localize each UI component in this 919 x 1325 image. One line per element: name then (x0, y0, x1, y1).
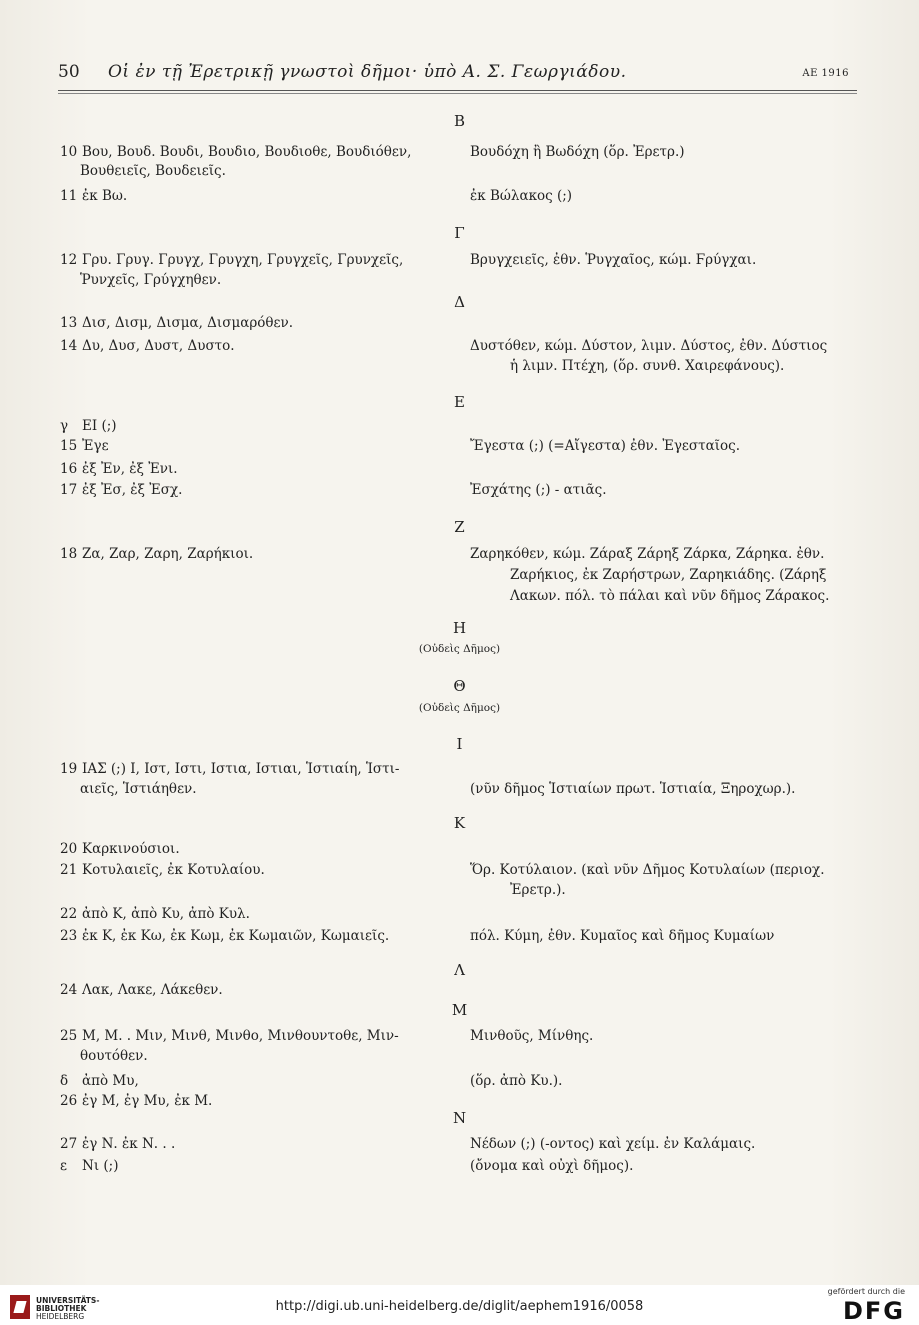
list-item: (νῦν δῆμος Ἱστιαίων πρωτ. Ἱστιαία, Ξηροχωρ.). (470, 781, 796, 797)
list-item: δ ἀπὸ Μυ, (60, 1073, 139, 1089)
header-rule-lower (58, 93, 857, 94)
list-item: 14 Δυ, Δυσ, Δυστ, Δυστο. (60, 338, 235, 354)
page-number: 50 (58, 62, 80, 82)
list-item: Ζαρηκόθεν, κώμ. Ζάραξ Ζάρηξ Ζάρκα, Ζάρηκα. ἐθν. (470, 546, 825, 562)
list-item: Δυστόθεν, κώμ. Δύστον, λιμν. Δύστος, ἐθν. Δύστιος (470, 338, 828, 354)
section-letter-mu: Μ (451, 1001, 468, 1019)
list-item: 24 Λακ, Λακε, Λάκεθεν. (60, 982, 223, 998)
list-item: πόλ. Κύμη, ἐθν. Κυμαῖος καὶ δῆμος Κυμαίων (470, 928, 775, 944)
running-title: Οἱ ἐν τῇ Ἐρετρικῇ γνωστοὶ δῆμοι· ὑπὸ Α. Σ. Γεωργιάδου. (108, 62, 627, 82)
list-item: 23 ἐκ Κ, ἐκ Κω, ἐκ Κωμ, ἐκ Κωμαιῶν, Κωμαιεῖς. (60, 928, 390, 944)
section-letter-iota: Ι (456, 735, 463, 753)
list-item: Ἔγεστα (;) (=Αἴγεστα) ἐθν. Ἐγεσταῖος. (470, 438, 740, 454)
funder-caption: gefördert durch die (827, 1287, 905, 1296)
list-item: (ὅρ. ἀπὸ Κυ.). (470, 1073, 563, 1089)
page-header (58, 62, 849, 88)
list-item: 16 ἐξ Ἐν, ἐξ Ἐνι. (60, 461, 178, 477)
list-item: 10 Βου, Βουδ. Βουδι, Βουδιο, Βουδιοθε, Βουδιόθεν, (60, 144, 412, 160)
section-note-theta: (Οὐδεὶς Δῆμος) (418, 702, 501, 714)
list-item: 11 ἐκ Βω. (60, 188, 128, 204)
section-letter-beta: Β (453, 112, 466, 130)
list-item: ἐκ Βώλακος (;) (470, 188, 573, 204)
list-item: 25 Μ, Μ. . Μιν, Μινθ, Μινθο, Μινθουντοθε, Μιν- (60, 1028, 399, 1044)
section-letter-kappa: Κ (453, 814, 466, 832)
list-item: ἡ λιμν. Πτέχη, (ὅρ. συνθ. Χαιρεφάνους). (510, 358, 785, 374)
list-item: Λακων. πόλ. τὸ πάλαι καὶ νῦν δῆμος Ζάρακος. (510, 588, 830, 604)
list-item: αιεῖς, Ἱστιάηθεν. (80, 781, 197, 797)
list-item: Ζαρήκιος, ἐκ Ζαρήστρων, Ζαρηκιάδης. (Ζάρηξ (510, 567, 827, 583)
section-letter-zeta: Ζ (454, 518, 465, 536)
section-letter-epsilon: Ε (454, 393, 465, 411)
list-item: 20 Καρκινούσιοι. (60, 841, 180, 857)
list-item: 17 ἐξ Ἐσ, ἐξ Ἐσχ. (60, 482, 183, 498)
list-item: 26 ἐγ Μ, ἐγ Μυ, ἐκ Μ. (60, 1093, 213, 1109)
list-item: 13 Δισ, Δισμ, Δισμα, Δισμαρόθεν. (60, 315, 294, 331)
section-letter-gamma: Γ (454, 224, 465, 242)
list-item: (ὄνομα καὶ οὐχὶ δῆμος). (470, 1158, 634, 1174)
list-item: Βρυγχειεῖς, ἐθν. Ῥυγχαῖος, κώμ. Ϝρύγχαι. (470, 252, 757, 268)
section-letter-nu: Ν (452, 1109, 467, 1127)
list-item: γ ΕΙ (;) (60, 418, 117, 434)
list-item: Βουθειεῖς, Βουδειεῖς. (80, 163, 226, 179)
list-item: 27 ἐγ Ν. ἐκ Ν. . . (60, 1136, 176, 1152)
journal-tag: ΑΕ 1916 (802, 68, 849, 79)
list-item: 18 Ζα, Ζαρ, Ζαρη, Ζαρήκιοι. (60, 546, 254, 562)
library-logo-text: UNIVERSITÄTS- BIBLIOTHEK HEIDELBERG (36, 1296, 100, 1321)
list-item: 21 Κοτυλαιεῖς, ἐκ Κοτυλαίου. (60, 862, 265, 878)
list-item: 15 Ἐγε (60, 438, 109, 454)
list-item: Ῥυνχεῖς, Γρύγχηθεν. (80, 272, 222, 288)
list-item: 19 ΙΑΣ (;) Ι, Ιστ, Ιστι, Ιστια, Ιστιαι, Ἱστιαίη, Ἱστι- (60, 761, 400, 777)
footer-bar (0, 1285, 919, 1325)
header-rule (58, 90, 857, 91)
section-letter-eta: Η (452, 619, 467, 637)
list-item: Ἐρετρ.). (510, 882, 566, 898)
section-letter-lambda: Λ (454, 961, 465, 979)
section-letter-theta: Θ (453, 677, 466, 695)
list-item: θουτόθεν. (80, 1048, 148, 1064)
list-item: 22 ἀπὸ Κ, ἀπὸ Κυ, ἀπὸ Κυλ. (60, 906, 250, 922)
list-item: Ὅρ. Κοτύλαιον. (καὶ νῦν Δῆμος Κοτυλαίων (περιοχ. (470, 862, 825, 878)
list-item: Μινθοῦς, Μίνθης. (470, 1028, 594, 1044)
list-item: Βουδόχη ἢ Βωδόχη (ὅρ. Ἐρετρ.) (470, 144, 685, 160)
list-item: 12 Γρυ. Γρυγ. Γρυγχ, Γρυγχη, Γρυγχεῖς, Γρυνχεῖς, (60, 252, 404, 268)
list-item: ε Νι (;) (60, 1158, 119, 1174)
dfg-logo[interactable]: DFG (842, 1297, 905, 1325)
list-item: Νέδων (;) (-οντος) καὶ χείμ. ἐν Καλάμαις. (470, 1136, 756, 1152)
section-letter-delta: Δ (454, 293, 465, 311)
source-url-link[interactable]: http://digi.ub.uni-heidelberg.de/diglit/aephem1916/0058 (275, 1299, 644, 1314)
section-note-eta: (Οὐδεὶς Δῆμος) (418, 643, 501, 655)
list-item: Ἐσχάτης (;) - ατιᾶς. (470, 482, 607, 498)
